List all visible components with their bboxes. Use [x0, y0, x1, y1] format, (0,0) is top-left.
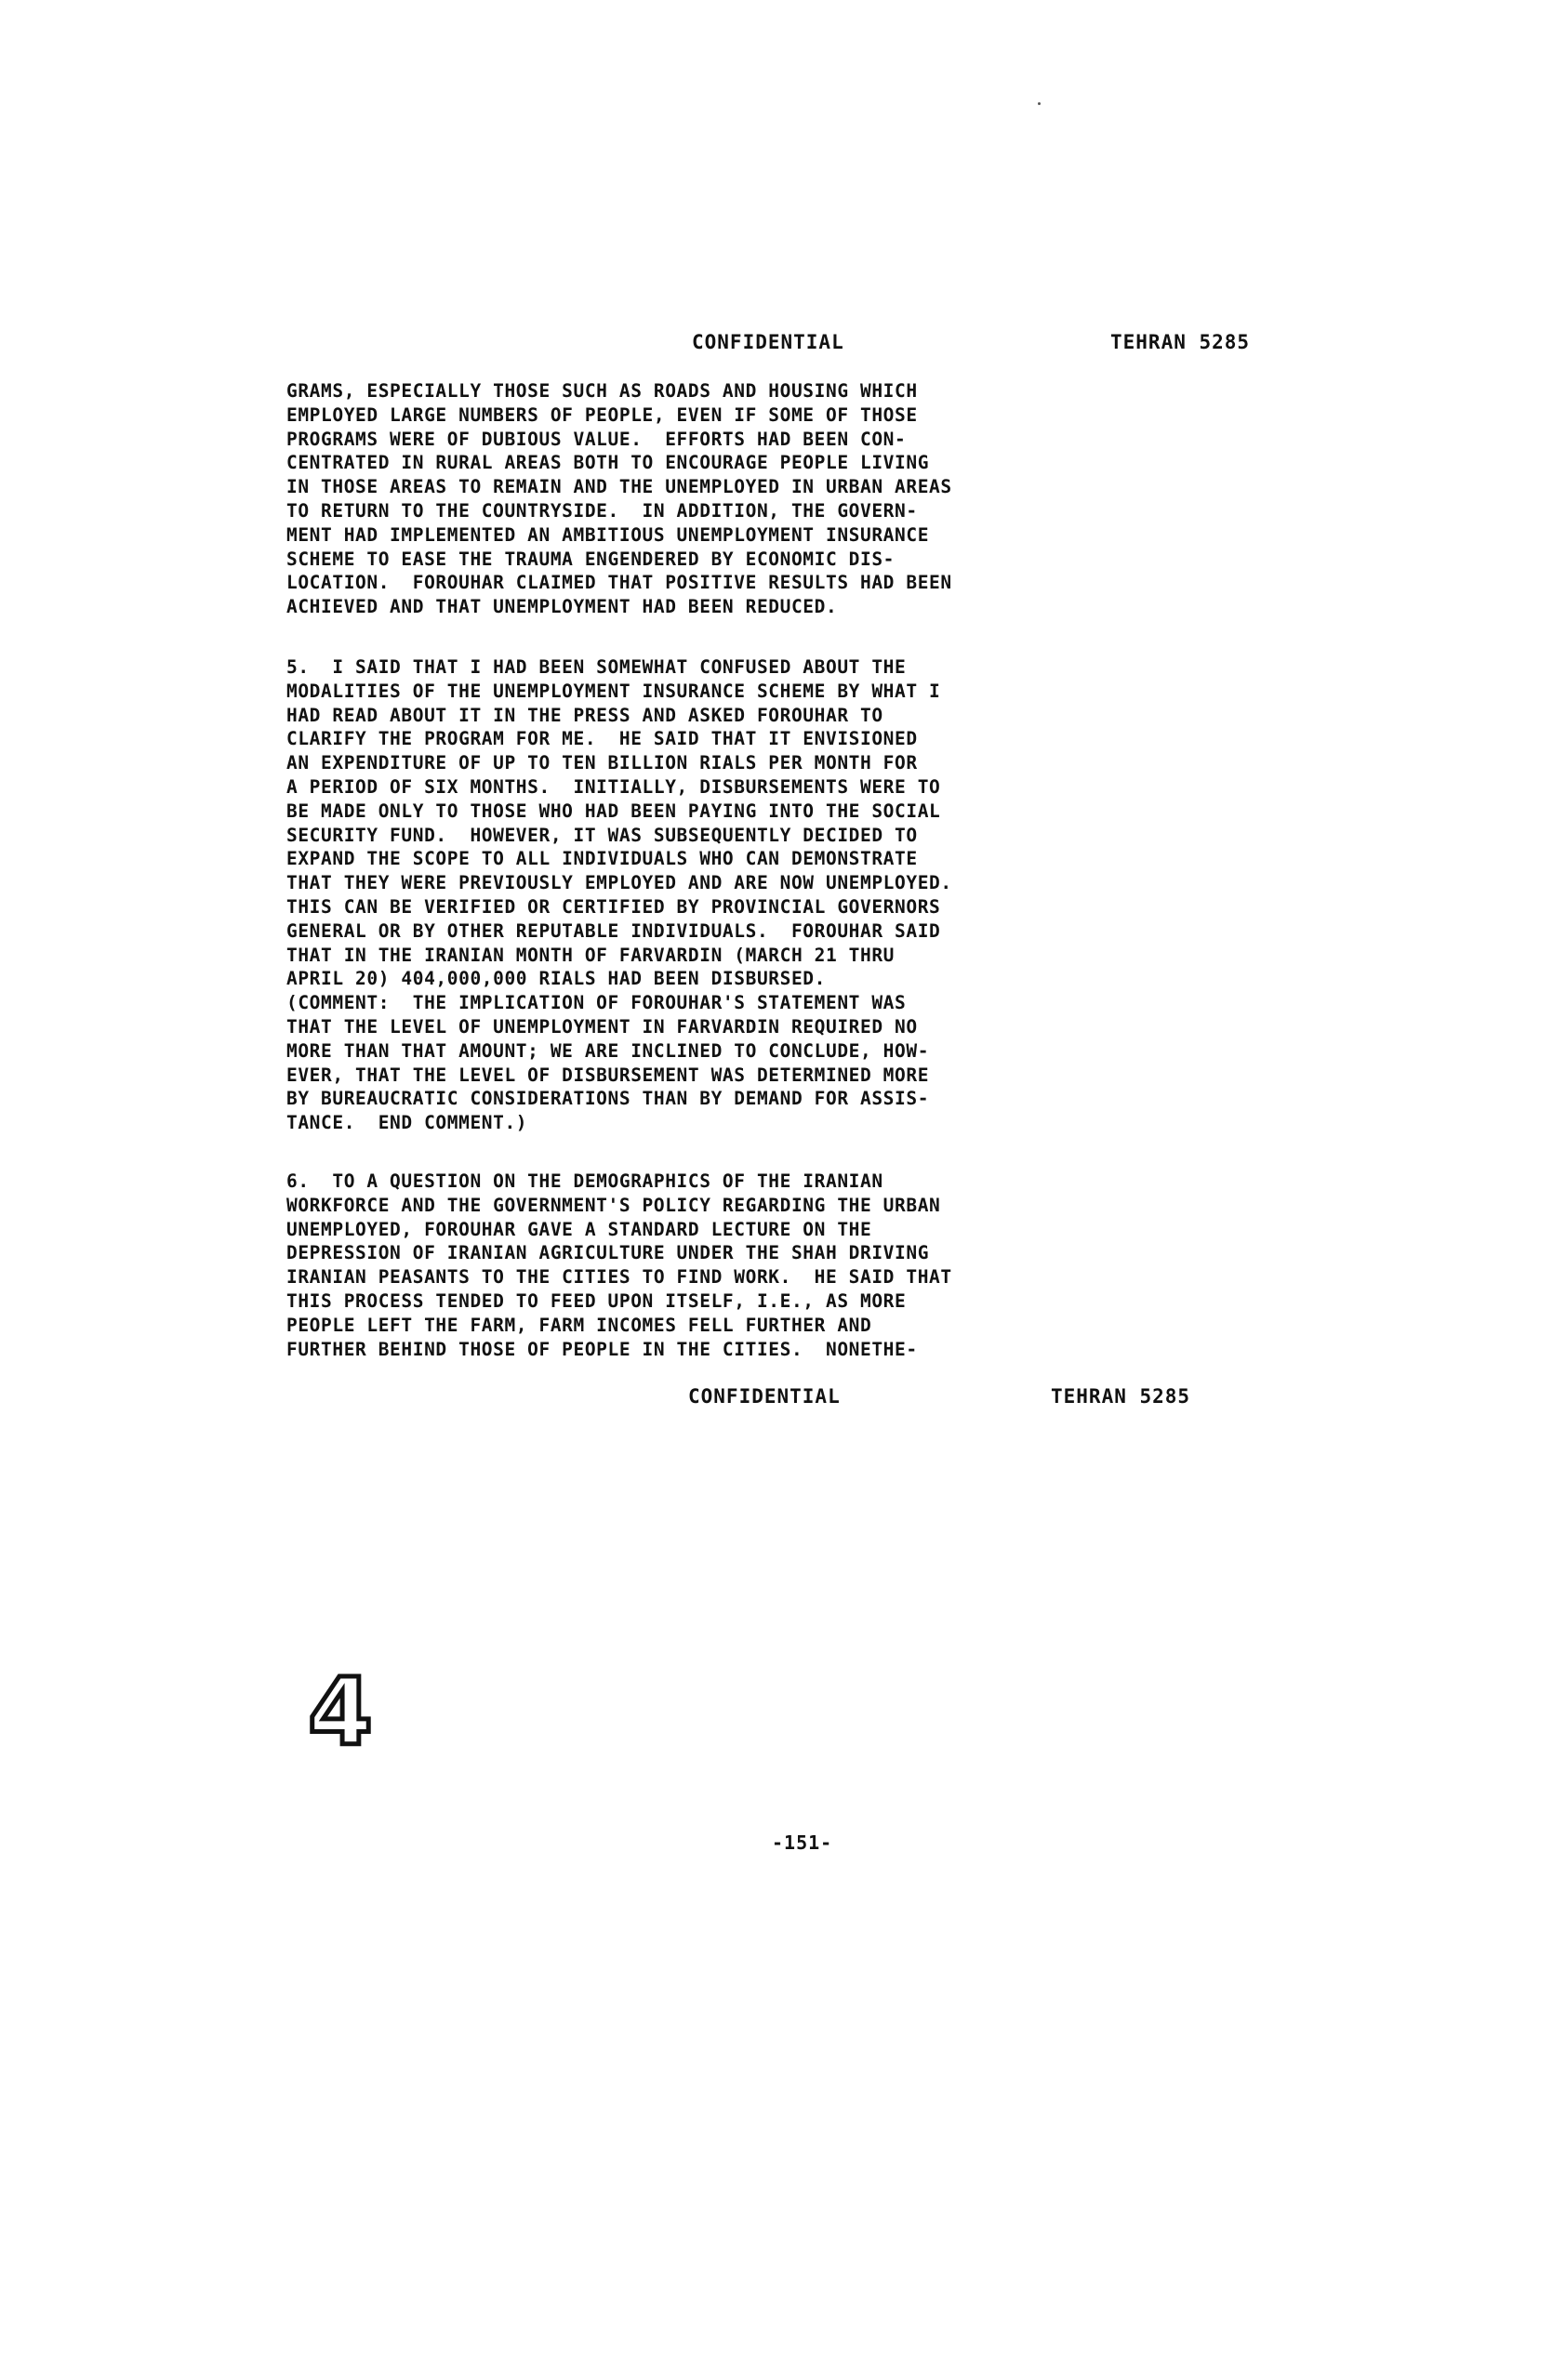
text-line: THAT THEY WERE PREVIOUSLY EMPLOYED AND ARE NOW UNEMPLOYED.: [286, 872, 952, 894]
text-line: HAD READ ABOUT IT IN THE PRESS AND ASKED FOROUHAR TO: [286, 704, 883, 726]
text-line: (COMMENT: THE IMPLICATION OF FOROUHAR'S STATEMENT WAS: [286, 992, 907, 1014]
text-line: BE MADE ONLY TO THOSE WHO HAD BEEN PAYING INTO THE SOCIAL: [286, 800, 941, 822]
text-line: UNEMPLOYED, FOROUHAR GAVE A STANDARD LECTURE ON THE: [286, 1218, 872, 1240]
text-line: THAT IN THE IRANIAN MONTH OF FARVARDIN (MARCH 21 THRU: [286, 944, 896, 966]
text-line: EVER, THAT THE LEVEL OF DISBURSEMENT WAS DETERMINED MORE: [286, 1064, 930, 1086]
page-header: [692, 331, 1287, 359]
scan-speck: [1038, 102, 1041, 105]
text-line: MORE THAN THAT AMOUNT; WE ARE INCLINED TO CONCLUDE, HOW-: [286, 1039, 930, 1062]
text-line: IN THOSE AREAS TO REMAIN AND THE UNEMPLOYED IN URBAN AREAS: [286, 476, 952, 498]
text-line: CENTRATED IN RURAL AREAS BOTH TO ENCOURAGE PEOPLE LIVING: [286, 452, 930, 474]
text-line: IRANIAN PEASANTS TO THE CITIES TO FIND WORK. HE SAID THAT: [286, 1266, 952, 1289]
text-line: THIS PROCESS TENDED TO FEED UPON ITSELF, I.E., AS MORE: [286, 1289, 907, 1312]
text-line: CLARIFY THE PROGRAM FOR ME. HE SAID THAT IT ENVISIONED: [286, 728, 918, 750]
text-line: GRAMS, ESPECIALLY THOSE SUCH AS ROADS AND HOUSING WHICH: [286, 380, 918, 402]
text-line: 5. I SAID THAT I HAD BEEN SOMEWHAT CONFUSED ABOUT THE: [286, 656, 907, 678]
text-line: EXPAND THE SCOPE TO ALL INDIVIDUALS WHO CAN DEMONSTRATE: [286, 848, 918, 870]
text-line: GENERAL OR BY OTHER REPUTABLE INDIVIDUALS. FOROUHAR SAID: [286, 919, 941, 942]
header-reference: TEHRAN 5285: [1110, 331, 1251, 353]
text-line: THAT THE LEVEL OF UNEMPLOYMENT IN FARVARDIN REQUIRED NO: [286, 1015, 918, 1038]
text-line: LOCATION. FOROUHAR CLAIMED THAT POSITIVE RESULTS HAD BEEN: [286, 572, 952, 594]
text-line: FURTHER BEHIND THOSE OF PEOPLE IN THE CITIES. NONETHE-: [286, 1338, 918, 1360]
text-line: ACHIEVED AND THAT UNEMPLOYMENT HAD BEEN REDUCED.: [286, 596, 838, 618]
text-line: TANCE. END COMMENT.): [286, 1112, 528, 1134]
text-line: PROGRAMS WERE OF DUBIOUS VALUE. EFFORTS HAD BEEN CON-: [286, 428, 907, 450]
text-line: EMPLOYED LARGE NUMBERS OF PEOPLE, EVEN IF SOME OF THOSE: [286, 403, 918, 426]
text-line: BY BUREAUCRATIC CONSIDERATIONS THAN BY DEMAND FOR ASSIS-: [286, 1088, 930, 1110]
text-line: AN EXPENDITURE OF UP TO TEN BILLION RIALS PER MONTH FOR: [286, 752, 918, 774]
footer-reference: TEHRAN 5285: [1051, 1385, 1191, 1408]
header-classification: CONFIDENTIAL: [692, 331, 844, 353]
text-line: 6. TO A QUESTION ON THE DEMOGRAPHICS OF THE IRANIAN: [286, 1170, 883, 1192]
text-line: DEPRESSION OF IRANIAN AGRICULTURE UNDER THE SHAH DRIVING: [286, 1242, 930, 1264]
text-line: THIS CAN BE VERIFIED OR CERTIFIED BY PROVINCIAL GOVERNORS: [286, 895, 941, 918]
text-line: APRIL 20) 404,000,000 RIALS HAD BEEN DISBURSED.: [286, 968, 826, 990]
text-line: WORKFORCE AND THE GOVERNMENT'S POLICY REGARDING THE URBAN: [286, 1194, 941, 1216]
paragraph-6: [286, 1170, 1142, 1361]
footer-classification: CONFIDENTIAL: [688, 1385, 841, 1408]
page-footer: [688, 1385, 1228, 1413]
page-number: -151-: [772, 1831, 833, 1854]
text-line: SECURITY FUND. HOWEVER, IT WAS SUBSEQUENTLY DECIDED TO: [286, 824, 918, 846]
text-line: PEOPLE LEFT THE FARM, FARM INCOMES FELL FURTHER AND: [286, 1314, 872, 1336]
text-line: MENT HAD IMPLEMENTED AN AMBITIOUS UNEMPLOYMENT INSURANCE: [286, 523, 930, 546]
text-line: SCHEME TO EASE THE TRAUMA ENGENDERED BY ECONOMIC DIS-: [286, 548, 896, 570]
text-line: A PERIOD OF SIX MONTHS. INITIALLY, DISBURSEMENTS WERE TO: [286, 775, 941, 798]
paragraph-5: [286, 655, 1142, 1135]
stamp-number-four: [308, 1658, 373, 1766]
text-line: MODALITIES OF THE UNEMPLOYMENT INSURANCE SCHEME BY WHAT I: [286, 680, 941, 702]
paragraph-4-continued: [286, 379, 1142, 619]
text-line: TO RETURN TO THE COUNTRYSIDE. IN ADDITION, THE GOVERN-: [286, 499, 918, 522]
stamp-number-text: 4: [308, 1658, 373, 1766]
